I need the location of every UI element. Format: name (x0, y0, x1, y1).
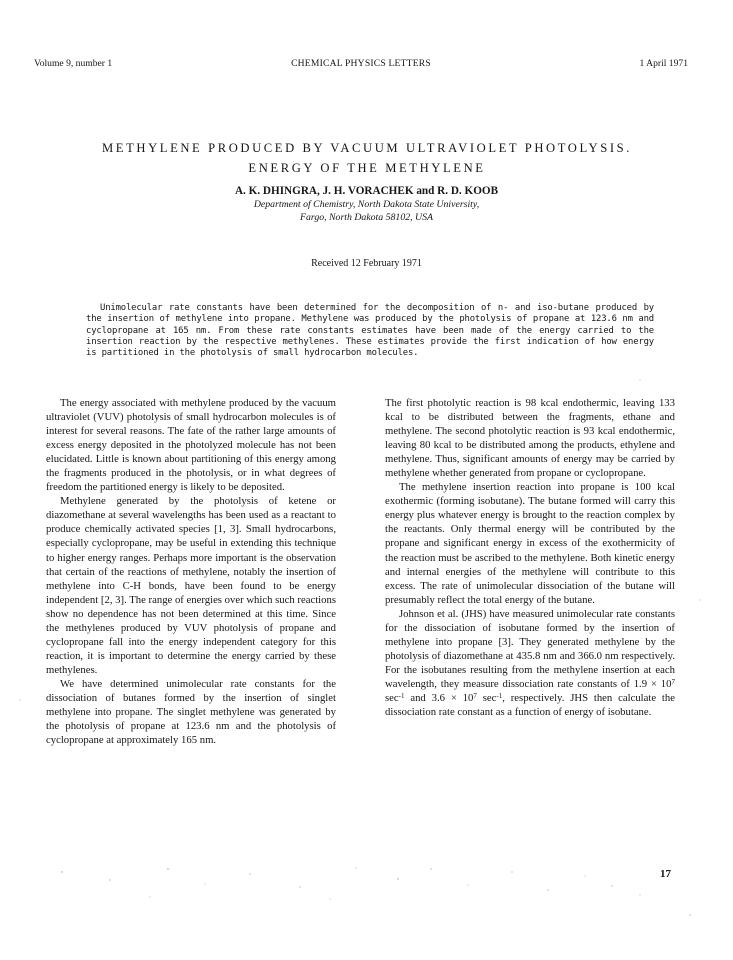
body-paragraph: The methylene insertion reaction into propane is 100 kcal exothermic (forming isobutane). The butane formed will carry this energy plus whatever energy is brought to the reaction complex by the reactants. Only thermal energy will be contributed by the propane and significant energy in excess of the exothermicity of the reaction must be ascribed to the methylene. Both kinetic energy and internal energies of the methylene will contribute to this excess. The rate of unimolecular dissociation of the butane will presumably reflect the total energy of the butane. (385, 481, 675, 606)
body-paragraph: The energy associated with methylene produced by the vacuum ultraviolet (VUV) photolysis of small hydrocarbon molecules is of interest for several reasons. The fate of the rather large amounts of excess energy deposited in the photolyzed molecule has not been elucidated. Little is known about partitioning of this energy among the fragments produced in the photolysis, or in what degrees of freedom the partitioned energy is likely to be deposited. (46, 397, 336, 494)
body-paragraph: Methylene generated by the photolysis of ketene or diazomethane at several wavelengths has been used as a reactant to produce chemically activated species [1, 3]. Small hydrocarbons, especially cyclopropane, may be useful in extending this technique to higher energy ranges. Perhaps more important is the observation that certain of the reactions of methylene, notably the insertion of methylene into C-H bonds, have been found to be energy independent [2, 3]. The range of energies over which such reactions show no dependence has not been determined at this time. Since the methylenes produced by VUV photolysis of propane and cyclopropane fall into the energy independent category for this reaction, it is important to determine the energy carried by these methylenes. (46, 495, 336, 676)
affiliation-line-2: Fargo, North Dakota 58102, USA (300, 211, 433, 223)
volume-info: Volume 9, number 1 (34, 58, 113, 69)
title-line-2: ENERGY OF THE METHYLENE (248, 161, 486, 175)
author-list: A. K. DHINGRA, J. H. VORACHEK and R. D. KOOB (234, 185, 499, 197)
body-paragraph: We have determined unimolecular rate constants for the dissociation of butanes formed by the insertion of singlet methylene into propane. The singlet methylene was generated by the photolysis of propane at 123.6 nm and the photolysis of cyclopropane at approximately 165 nm. (46, 677, 336, 747)
article-title (40, 138, 694, 178)
body-paragraph: The first photolytic reaction is 98 kcal endothermic, leaving 133 kcal to be distributed between the fragments, ethane and methylene. The second photolytic reaction is 93 kcal endothermic, leaving 80 kcal to be distributed among the products, ethylene and methylene. Thus, significant amounts of energy may be carried by methylene whether generated from propane or cyclopropane. (385, 397, 675, 480)
body-column-left (46, 396, 336, 747)
affiliation (0, 199, 733, 224)
superscript: 7 (473, 691, 477, 700)
body-paragraph (385, 607, 675, 719)
superscript: -1 (496, 691, 503, 700)
abstract (86, 303, 654, 359)
text-run: and 3.6 × 10 (404, 691, 474, 704)
issue-date: 1 April 1971 (639, 58, 688, 69)
title-line-1: METHYLENE PRODUCED BY VACUUM ULTRAVIOLET PHOTOLYSIS. (102, 141, 632, 155)
text-run: , respectively. JHS then calculate the dissociation rate constant as a function of energy of isobutane. (385, 691, 675, 719)
superscript: 7 (671, 677, 675, 686)
page-number: 17 (660, 868, 671, 880)
affiliation-line-1: Department of Chemistry, North Dakota State University, (253, 199, 480, 210)
journal-name: CHEMICAL PHYSICS LETTERS (291, 58, 431, 69)
abstract-text: Unimolecular rate constants have been determined for the decomposition of n- and iso-butane produced by the insertion of methylene into propane. Methylene was produced by the photolysis of propane at 123.6 nm and cyclopropane at 165 nm. From these rate constants estimates have been made of the energy carried to the insertion reaction by the respective methylenes. These estimates provide the first indication of how energy is partitioned in the photolysis of small hydrocarbon molecules. (86, 303, 654, 359)
superscript: -1 (398, 691, 405, 700)
received-date: Received 12 February 1971 (311, 258, 422, 269)
body-column-right (385, 396, 675, 719)
text-run: sec (476, 691, 497, 704)
text-run: Johnson et al. (JHS) have measured unimolecular rate constants for the dissociation of isobutane formed by the insertion of methylene into propane [3]. They generated methylene by the photolysis of diazomethane at 435.8 nm and 366.0 nm respectively. For the isobutanes resulting from the methylene insertion at each wavelength, they measure dissociation rate constants of 1.9 × 10 (385, 607, 675, 690)
text-run: sec (385, 691, 399, 704)
running-head (34, 57, 688, 71)
